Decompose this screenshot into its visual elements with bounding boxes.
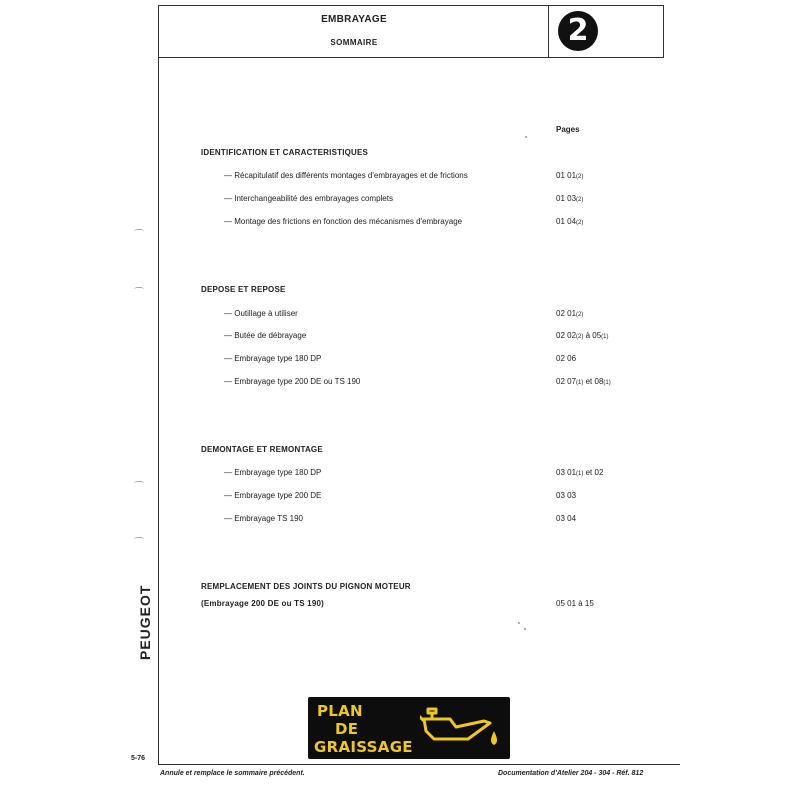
toc-item: — Récapitulatif des différents montages d'embrayages et de frictions xyxy=(224,171,468,180)
toc-item: — Montage des frictions en fonction des mécanismes d'embrayage xyxy=(224,217,463,226)
frame-left-rule xyxy=(158,5,159,765)
scan-mark: ⌒ xyxy=(134,230,144,241)
toc-item: — Embrayage TS 190 xyxy=(224,514,304,523)
scan-mark: ⌒ xyxy=(134,482,144,493)
toc-page: 01 01(2) xyxy=(556,171,584,180)
toc-page: 05 01 à 15 xyxy=(556,599,594,608)
frame-bottom-rule xyxy=(158,764,680,765)
frame-right-rule xyxy=(663,5,664,57)
section-title: REMPLACEMENT DES JOINTS DU PIGNON MOTEUR xyxy=(201,582,411,591)
scan-speck xyxy=(525,136,527,138)
pages-column-header: Pages xyxy=(556,125,580,134)
section-subtitle: (Embrayage 200 DE ou TS 190) xyxy=(201,599,324,608)
toc-item: — Outillage à utiliser xyxy=(224,309,298,318)
document-subtitle: SOMMAIRE xyxy=(330,38,378,47)
logo-line-3: GRAISSAGE xyxy=(314,738,413,756)
frame-top-rule xyxy=(158,5,664,6)
toc-item: — Embrayage type 180 DP xyxy=(224,468,322,477)
scan-mark: ⌒ xyxy=(134,538,144,549)
scan-speck xyxy=(518,622,520,624)
toc-page: 03 03 xyxy=(556,491,577,500)
scan-speck xyxy=(524,628,526,630)
header-rule xyxy=(158,57,664,58)
toc-item: — Embrayage type 200 DE ou TS 190 xyxy=(224,377,361,386)
toc-page: 01 03(2) xyxy=(556,194,584,203)
toc-page: 02 01(2) xyxy=(556,309,584,318)
toc-item: — Embrayage type 180 DP xyxy=(224,354,322,363)
toc-item: — Embrayage type 200 DE xyxy=(224,491,322,500)
toc-item: — Butée de débrayage xyxy=(224,331,307,340)
toc-item: — Interchangeabilité des embrayages complets xyxy=(224,194,393,203)
section-title: DEMONTAGE ET REMONTAGE xyxy=(201,445,323,454)
toc-page: 01 04(2) xyxy=(556,217,584,226)
plan-de-graissage-logo xyxy=(308,697,510,759)
toc-page: 03 04 xyxy=(556,514,577,523)
toc-page: 02 06 xyxy=(556,354,577,363)
header-divider xyxy=(548,5,549,57)
brand-name: PEUGEOT xyxy=(137,584,153,660)
toc-page: 02 07(1) et 08(1) xyxy=(556,377,611,386)
document-title: EMBRAYAGE xyxy=(321,14,387,25)
scan-mark: ⌒ xyxy=(134,288,144,299)
logo-line-1: PLAN xyxy=(317,702,363,720)
section-title: IDENTIFICATION ET CARACTERISTIQUES xyxy=(201,148,369,157)
toc-page: 02 02(2) à 05(1) xyxy=(556,331,609,340)
oil-can-icon xyxy=(420,705,504,753)
date-code: 5-76 xyxy=(131,755,146,762)
logo-line-2: DE xyxy=(335,720,359,738)
section-title: DEPOSE ET REPOSE xyxy=(201,285,286,294)
toc-page: 03 01(1) et 02 xyxy=(556,468,604,477)
footer-note: Annule et remplace le sommaire précédent. xyxy=(160,770,305,777)
section-number-badge: 2 xyxy=(558,11,598,51)
footer-reference: Documentation d'Atelier 204 - 304 - Réf. 812 xyxy=(498,770,644,777)
